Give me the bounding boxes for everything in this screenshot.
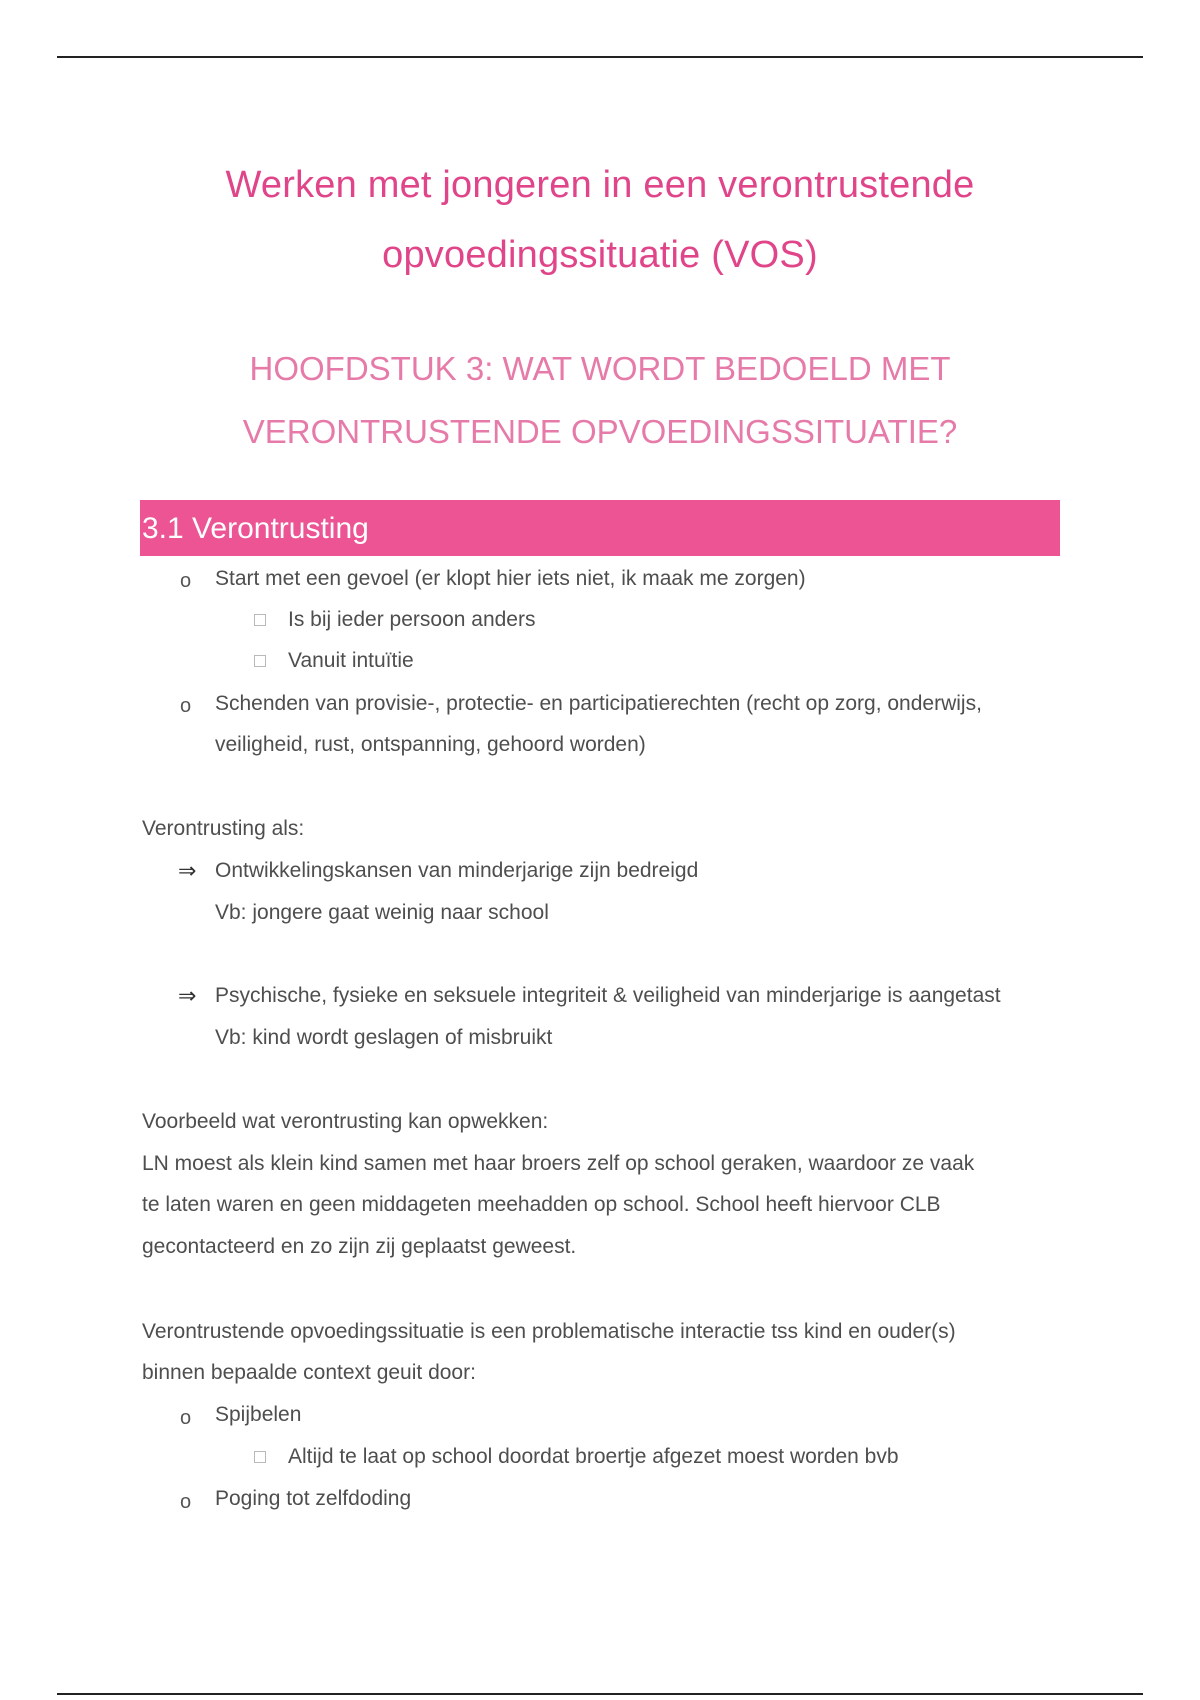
chapter-title: [0, 337, 1200, 463]
document-title-line-1: Werken met jongeren in een verontrustende: [225, 164, 975, 206]
voorbeeld-heading: Voorbeeld wat verontrusting kan opwekken:: [142, 1110, 549, 1133]
vos-definition-line-2: binnen bepaalde context geuit door:: [142, 1361, 476, 1384]
sub-bullet-text-3: Altijd te laat op school doordat broertje afgezet moest worden bvb: [288, 1445, 899, 1468]
arrow-text-1: Ontwikkelingskansen van minderjarige zijn bedreigd: [215, 859, 699, 882]
arrow-example-2: Vb: kind wordt geslagen of misbruikt: [215, 1026, 553, 1049]
voorbeeld-line-1: LN moest als klein kind samen met haar broers zelf op school geraken, waardoor ze vaak: [142, 1152, 975, 1175]
bullet-text-2-line-1: Schenden van provisie-, protectie- en participatierechten (recht op zorg, onderwijs,: [215, 692, 982, 715]
document-title-line-2: opvoedingssituatie (VOS): [382, 234, 818, 276]
chapter-title-line-2: VERONTRUSTENDE OPVOEDINGSSITUATIE?: [242, 413, 958, 450]
bullet-circle-4: o: [180, 1491, 192, 1513]
bottom-rule: [57, 1693, 1143, 1695]
top-rule: [57, 56, 1143, 58]
sub-bullet-text-2: Vanuit intuïtie: [288, 649, 414, 672]
voorbeeld-line-3: gecontacteerd en zo zijn zij geplaatst geweest.: [142, 1235, 577, 1258]
arrow-bullet-2: ⇒: [178, 983, 197, 1008]
arrow-text-2: Psychische, fysieke en seksuele integriteit & veiligheid van minderjarige is aangetast: [215, 984, 1001, 1007]
sub-bullet-text-1: Is bij ieder persoon anders: [288, 608, 536, 631]
bullet-text-4: Poging tot zelfdoding: [215, 1487, 412, 1510]
arrow-example-1: Vb: jongere gaat weinig naar school: [215, 901, 549, 924]
verontrusting-als-label: Verontrusting als:: [142, 817, 305, 840]
bullet-circle-1: o: [180, 570, 192, 592]
bullet-text-1: Start met een gevoel (er klopt hier iets niet, ik maak me zorgen): [215, 567, 806, 590]
checkbox-bullet-3: [254, 1451, 266, 1463]
section-heading: 3.1 Verontrusting: [140, 500, 1060, 556]
voorbeeld-line-2: te laten waren en geen middageten meehadden op school. School heeft hiervoor CLB: [142, 1193, 941, 1216]
bullet-text-2-line-2: veiligheid, rust, ontspanning, gehoord worden): [215, 733, 646, 756]
bullet-text-3: Spijbelen: [215, 1403, 302, 1426]
bullet-circle-2: o: [180, 695, 192, 717]
document-title: [0, 150, 1200, 290]
checkbox-bullet-2: [254, 655, 266, 667]
chapter-title-line-1: HOOFDSTUK 3: WAT WORDT BEDOELD MET: [249, 350, 951, 387]
vos-definition-line-1: Verontrustende opvoedingssituatie is een problematische interactie tss kind en ouder(s): [142, 1320, 956, 1343]
arrow-bullet-1: ⇒: [178, 858, 197, 883]
bullet-circle-3: o: [180, 1407, 192, 1429]
checkbox-bullet-1: [254, 614, 266, 626]
